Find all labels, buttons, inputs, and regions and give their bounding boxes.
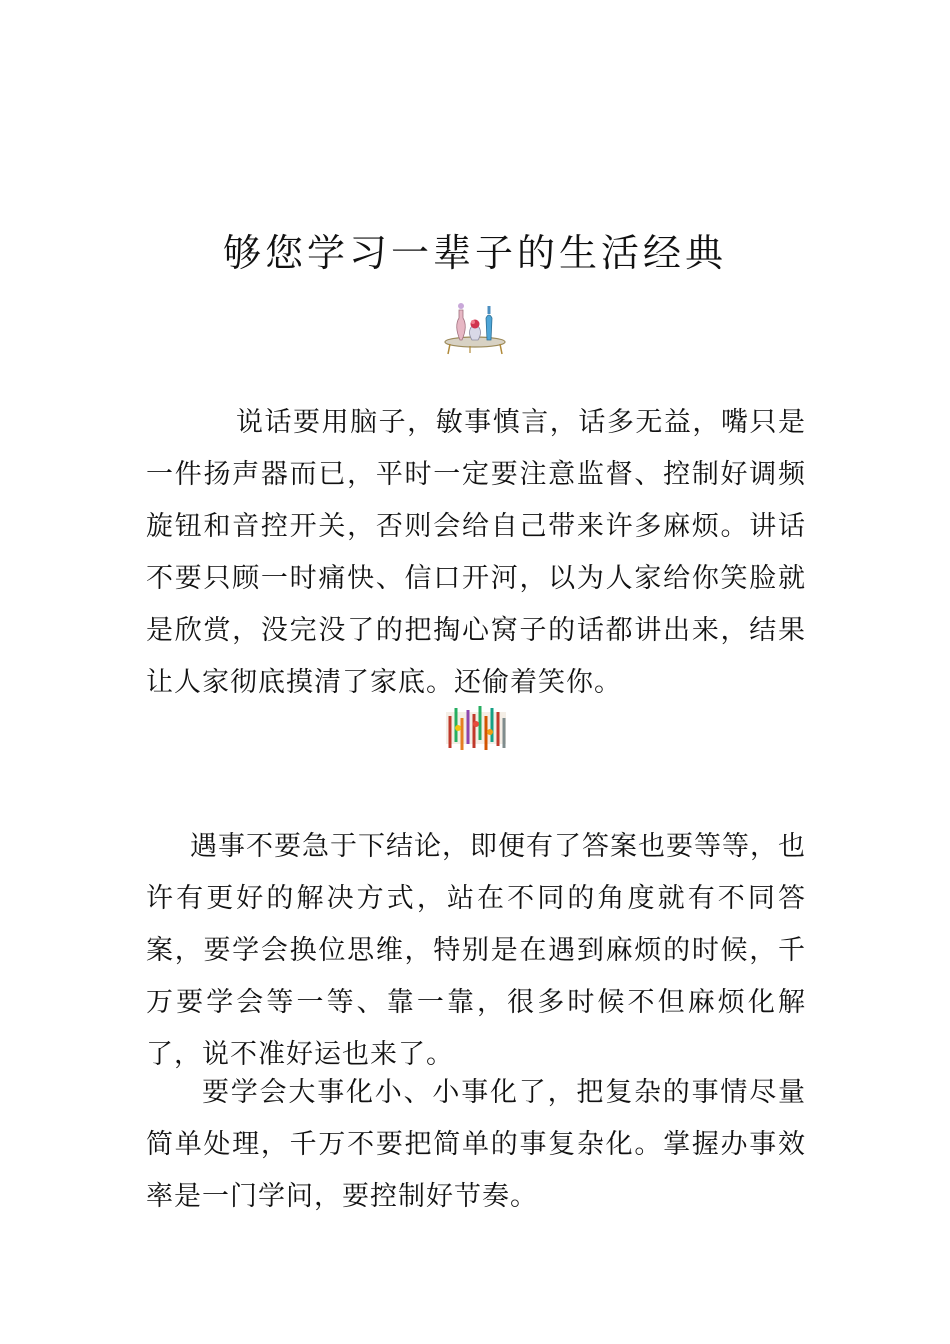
paragraph-3: 要学会大事化小、小事化了，把复杂的事情尽量简单处理，千万不要把简单的事复杂化。掌握办事效率是一门学问，要控制好节奏。 bbox=[146, 1077, 806, 1212]
document-title: 够您学习一辈子的生活经典 bbox=[222, 231, 727, 275]
flower-border-icon bbox=[444, 698, 508, 754]
paragraph-2: 遇事不要急于下结论，即便有了答案也要等等，也许有更好的解决方式，站在不同的角度就有不同答案，要学会换位思维，特别是在遇到麻烦的时候，千万要学会等一等、靠一靠，很多时候不但麻烦化解了，说不准好运也来了。 bbox=[146, 831, 806, 1070]
perfume-bottles-tray-icon bbox=[440, 296, 510, 356]
paragraph-1: 说话要用脑子，敏事慎言，话多无益，嘴只是一件扬声器而已，平时一定要注意监督、控制好调频旋钮和音控开关，否则会给自己带来许多麻烦。讲话不要只顾一时痛快、信口开河，以为人家给你笑脸就是欣赏，没完没了的把掏心窝子的话都讲出来，结果让人家彻底摸清了家底。还偷着笑你。 bbox=[146, 407, 806, 698]
